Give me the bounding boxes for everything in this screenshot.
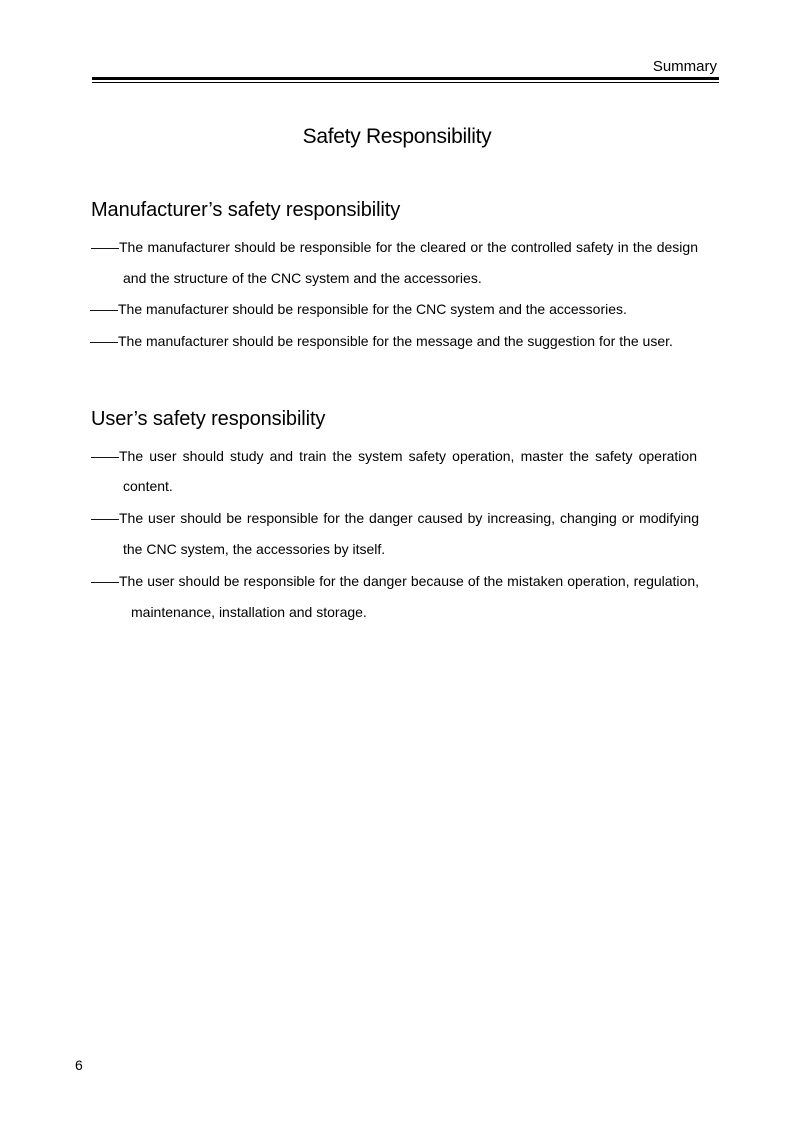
page-number: 6 (75, 1057, 83, 1073)
user-item-2-line-2: the CNC system, the accessories by itself. (123, 541, 386, 557)
manufacturer-item-3: ——The manufacturer should be responsible for the message and the suggestion for the user. (90, 333, 673, 349)
user-item-1-line-1: ——The user should study and train the system safety operation, master the safety operation (91, 448, 697, 464)
manufacturer-item-1-line-2: and the structure of the CNC system and the accessories. (123, 270, 482, 286)
manufacturer-item-2: ——The manufacturer should be responsible for the CNC system and the accessories. (90, 301, 627, 317)
user-item-3-line-2: maintenance, installation and storage. (131, 604, 367, 620)
section-heading-manufacturer: Manufacturer’s safety responsibility (91, 199, 401, 221)
header-rule-thick (92, 77, 719, 80)
page-title: Safety Responsibility (302, 125, 492, 148)
user-item-2-line-1: ——The user should be responsible for the danger caused by increasing, changing or modifying (91, 510, 699, 526)
section-heading-user: User’s safety responsibility (91, 408, 326, 430)
user-item-3-line-1: ——The user should be responsible for the danger because of the mistaken operation, regulation, (91, 573, 699, 589)
manufacturer-item-1-line-1: ——The manufacturer should be responsible for the cleared or the controlled safety in the design (91, 239, 698, 255)
header-rule-thin (92, 82, 719, 83)
running-header: Summary (652, 58, 717, 75)
user-item-1-line-2: content. (123, 478, 173, 494)
